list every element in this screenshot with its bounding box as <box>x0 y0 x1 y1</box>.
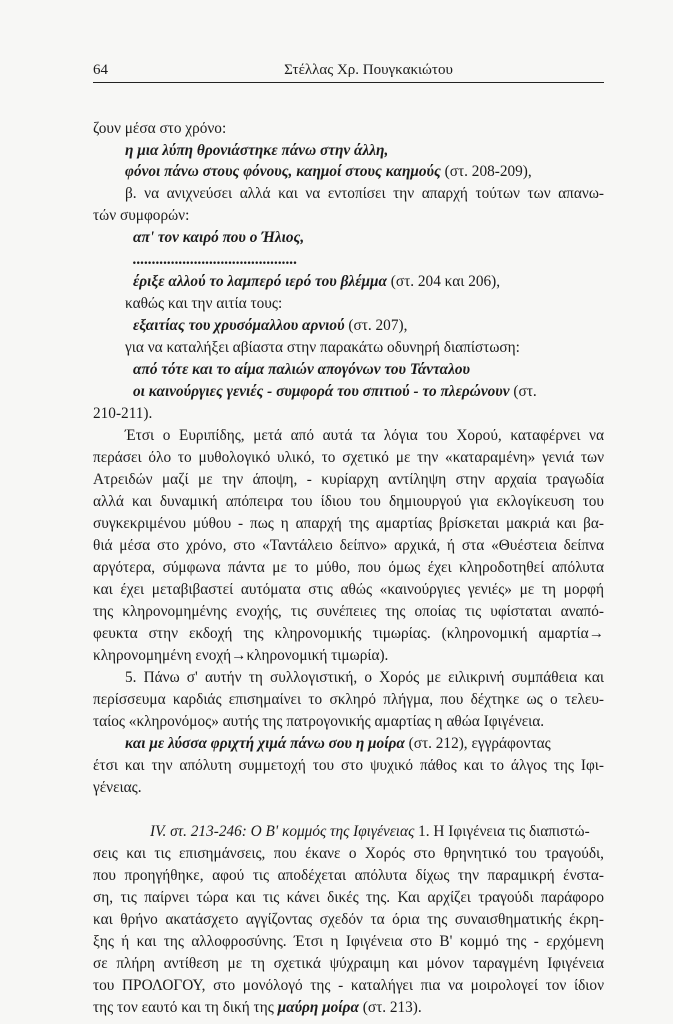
verse-quote-line: απ' τον καιρό που ο Ήλιος, <box>133 229 305 246</box>
text-line: περάσει όλο το μυθολογικό υλικό, το σχετικό με την «καταραμένη» γενιά των <box>93 449 604 466</box>
text-line: καθώς και την αιτία τους: <box>125 295 283 312</box>
text-line: για να καταλήξει αβίαστα στην παρακάτω οδυνηρή διαπίστωση: <box>125 339 520 356</box>
verse-reference: (στ. 213). <box>358 999 422 1016</box>
verse-quote-line: από τότε και το αίμα παλιών απογόνων του Τάνταλου <box>133 361 471 378</box>
text-line: σεις και τις επισημάνσεις, που έκανε ο Χορός στο θρηνητικό του τραγούδι, <box>93 845 604 862</box>
text-line: που προηγήθηκε, αφού τις αποδέχεται απόλυτα δίχως την παραμικρή ένστα- <box>93 867 604 884</box>
verse-reference: (στ. 204 και 206), <box>386 273 501 290</box>
text-line: αργότερα, σύμφωνα πάντα με το μύθο, που όμως έχει κληροδοτηθεί απόλυτα <box>93 559 604 576</box>
verse-quote: φόνοι πάνω στους φόνους, καημοί στους καημούς <box>125 163 441 180</box>
text-line: β. να ανιχνεύσει αλλά και να εντοπίσει την απαρχή τούτων των απανω- <box>125 185 604 202</box>
verse-reference: (στ. <box>509 383 537 400</box>
text-line: ζουν μέσα στο χρόνο: <box>93 120 227 137</box>
verse-reference: (στ. 207), <box>344 317 408 334</box>
emphasis: μαύρη μοίρα <box>277 999 359 1016</box>
verse-quote-line: η μια λύπη θρονιάστηκε πάνω στην άλλη, <box>125 142 389 159</box>
text-line: αλλά και δυναμική απόπειρα του ίδιου του δημιουργού για εκλογίκευση του <box>93 493 604 510</box>
section-heading: IV. στ. 213-246: Ο Β' κομμός της Ιφιγένειας <box>150 823 415 840</box>
text-line: κληρονομημένη ενοχή→κληρονομική τιμωρία). <box>93 647 389 664</box>
verse-quote: έριξε αλλού το λαμπερό ιερό του βλέμμα <box>133 273 387 290</box>
text-line: συγκεκριμένου μύθου - πως η απαρχή της αμαρτίας βρίσκεται μακριά και βα- <box>93 515 604 532</box>
verse-quote-line <box>125 160 604 184</box>
text-line: περίσσευμα καρδιάς επισημαίνει το σκληρό πλήγμα, που δέχτηκε ως ο τελευ- <box>93 691 604 708</box>
verse-quote: οι καινούργιες γενιές - συμφορά του σπιτιού - το πλερώνουν <box>133 383 510 400</box>
text-line: ξης ή και της αλλοφροσύνης. Έτσι η Ιφιγένεια στο Β' κομμό της - ερχόμενη <box>93 933 604 950</box>
running-title: Στέλλας Χρ. Πουγκακιώτου <box>284 62 453 78</box>
text-line: Ατρειδών μαζί με την άποψη, - κυρίαρχη αντίληψη στην αρχαία τραγωδία <box>93 471 604 488</box>
text-line: του ΠΡΟΛΟΓΟΥ, στο μονόλογό της - καταλήγει πια να μοιρολογεί τον ίδιον <box>93 977 604 994</box>
text-line: Έτσι ο Ευριπίδης, μετά από αυτά τα λόγια του Χορού, καταφέρνει να <box>125 427 604 444</box>
page-number: 64 <box>93 62 108 78</box>
text-line: και θρήνο ακατάσχετο αγγίζοντας σχεδόν τα όρια της συναισθηματικής έκρη- <box>93 911 604 928</box>
ellipsis-line: ........................................... <box>133 251 298 268</box>
text-line: σε πλήρη αντίθεση με τη σχετικά ψύχραιμη και μόνον ταραγμένη Ιφιγένεια <box>93 955 604 972</box>
text-line: και έχει μεταβιβαστεί αυτόματα στις αθώς «καινούργιες γενιές» με τη μορφή <box>93 581 604 598</box>
verse-quote-line <box>133 270 604 294</box>
text-fragment: της τον εαυτό και τη δική της <box>93 999 278 1016</box>
text-fragment: 1. Η Ιφιγένεια τις διαπιστώ- <box>414 823 590 840</box>
text-line: γένειας. <box>93 779 142 796</box>
text-line: φευκτα στην εκδοχή της κληρονομικής τιμωρίας. (κληρονομική αμαρτία→ <box>93 625 604 642</box>
text-line: θιά μέσα στο χρόνο, στο «Ταντάλειο δείπνο» αρχικά, ή στα «Θυέστεια δείπνα <box>93 537 604 554</box>
verse-reference: (στ. 208-209), <box>440 163 532 180</box>
text-line: ση, τις παίρνει τώρα και τις κάνει δικές της. Και αρχίζει τραγούδι παράφορο <box>93 889 604 906</box>
verse-quote: εξαιτίας του χρυσόμαλλου αρνιού <box>133 317 345 334</box>
text-line: της κληρονομημένης ενοχής, τις συνέπειες της οποίας τις υφίσταται αναπό- <box>93 603 604 620</box>
text-line <box>93 996 604 1018</box>
text-fragment: (στ. 212), εγγράφοντας <box>404 735 551 752</box>
verse-quote-line <box>133 314 604 338</box>
verse-quote: και με λύσσα φριχτή χιμά πάνω σου η μοίρα <box>125 735 405 752</box>
section-heading-line <box>150 820 604 844</box>
running-header <box>93 60 604 83</box>
text-line: 210-211). <box>93 405 153 422</box>
text-line: έτσι και την απόλυτη συμμετοχή του στο ψυχικό πάθος και το άλγος της Ιφι- <box>93 757 604 774</box>
text-line: 5. Πάνω σ' αυτήν τη συλλογιστική, ο Χορός με ειλικρινή συμπάθεια και <box>125 669 604 686</box>
text-line: ταίος «κληρονόμος» αυτής της πατρογονικής αμαρτίας η αθώα Ιφιγένεια. <box>93 713 545 730</box>
verse-quote-line <box>133 380 604 404</box>
text-line: τών συμφορών: <box>93 207 190 224</box>
verse-quote-line <box>125 732 604 756</box>
